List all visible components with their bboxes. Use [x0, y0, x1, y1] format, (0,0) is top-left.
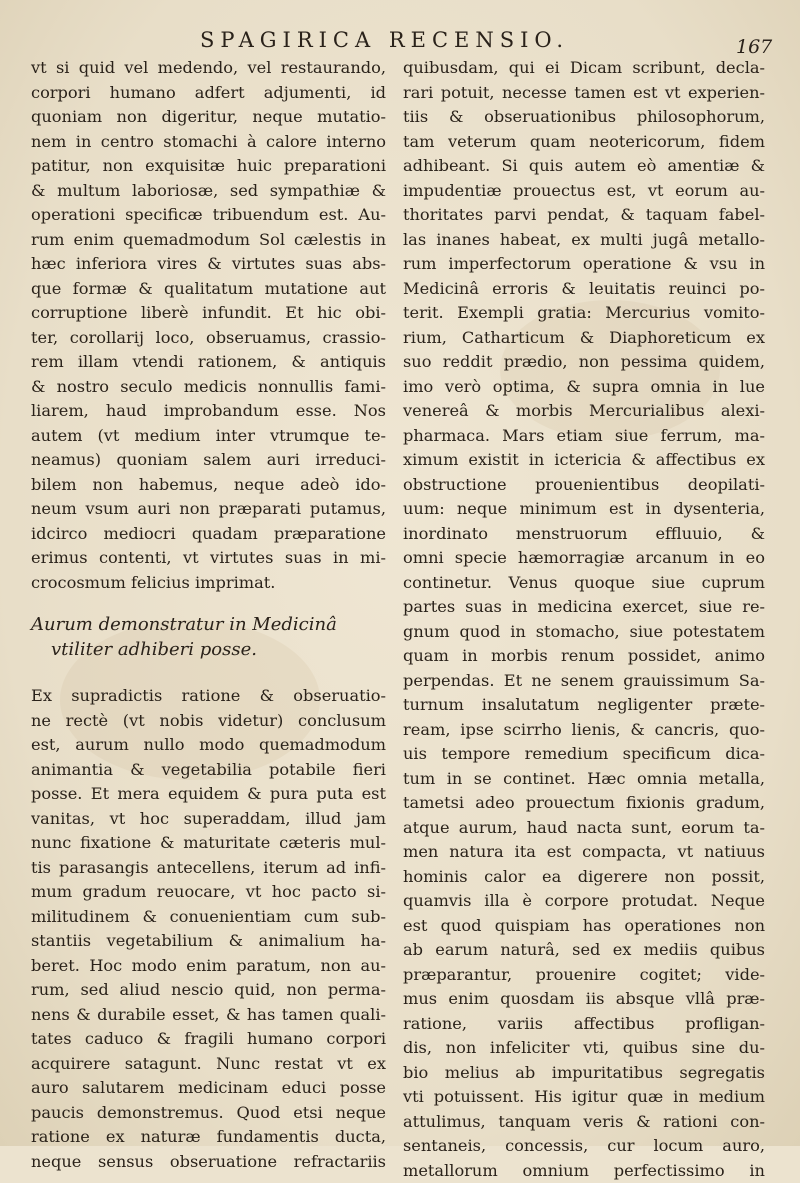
text-line: liarem, haud improbandum esse. Nos — [31, 399, 386, 424]
text-line: uis tempore remedium specificum dica- — [403, 742, 765, 767]
text-line: auro salutarem medicinam educi posse — [31, 1076, 386, 1101]
text-line: ter, corollarij loco, obseruamus, crassio- — [31, 326, 386, 351]
text-line: corruptione liberè infundit. Et hic obi- — [31, 301, 386, 326]
right-column — [403, 56, 765, 1183]
text-line: neum vsum auri non præparati putamus, — [31, 497, 386, 522]
text-line: quam in morbis renum possidet, animo — [403, 644, 765, 669]
text-line: neque sensus obseruatione refractariis — [31, 1150, 386, 1175]
text-line: tiis & obseruationibus philosophorum, — [403, 105, 765, 130]
text-line: operationi specificæ tribuendum est. Au- — [31, 203, 386, 228]
text-line: idcirco mediocri quadam præparatione — [31, 522, 386, 547]
text-line: paucis demonstremus. Quod etsi neque — [31, 1101, 386, 1126]
text-line: rum, sed aliud nescio quid, non perma- — [31, 978, 386, 1003]
text-line: nem in centro stomachi à calore interno — [31, 130, 386, 155]
text-line: ratione, variis affectibus profligan- — [403, 1012, 765, 1037]
text-line: terit. Exempli gratia: Mercurius vomito- — [403, 301, 765, 326]
text-line: præparantur, prouenire cogitet; vide- — [403, 963, 765, 988]
text-line: metallorum omnium perfectissimo in — [403, 1159, 765, 1183]
text-line: bilem non habemus, neque adeò ido- — [31, 473, 386, 498]
text-line: ream, ipse scirrho lienis, & cancris, quo- — [403, 718, 765, 743]
section-heading-line-2: vtiliter adhiberi posse. — [31, 638, 386, 663]
text-line: crocosmum felicius imprimat. — [31, 571, 386, 596]
text-line: & nostro seculo medicis nonnullis fami- — [31, 375, 386, 400]
text-line: hæc inferiora vires & virtutes suas abs- — [31, 252, 386, 277]
text-line: posse. Et mera equidem & pura puta est — [31, 782, 386, 807]
text-line: thoritates parvi pendat, & taquam fabel- — [403, 203, 765, 228]
text-line: ratione ex naturæ fundamentis ducta, — [31, 1125, 386, 1150]
text-line: gnum quod in stomacho, siue potestatem — [403, 620, 765, 645]
text-line: attulimus, tanquam veris & rationi con- — [403, 1110, 765, 1135]
text-line: rem illam vtendi rationem, & antiquis — [31, 350, 386, 375]
text-line: acquirere satagunt. Nunc restat vt ex — [31, 1052, 386, 1077]
text-line: autem (vt medium inter vtrumque te- — [31, 424, 386, 449]
text-line: patitur, non exquisitæ huic preparationi — [31, 154, 386, 179]
text-line: ximum existit in ictericia & affectibus ex — [403, 448, 765, 473]
text-line: animantia & vegetabilia potabile fieri — [31, 758, 386, 783]
text-line: militudinem & conuenientiam cum sub- — [31, 905, 386, 930]
text-line: dis, non infeliciter vti, quibus sine du- — [403, 1036, 765, 1061]
text-line: tis parasangis antecellens, iterum ad infi- — [31, 856, 386, 881]
text-line: mum gradum reuocare, vt hoc pacto si- — [31, 880, 386, 905]
text-line: & multum laboriosæ, sed sympathiæ & — [31, 179, 386, 204]
text-line: vt si quid vel medendo, vel restaurando, — [31, 56, 386, 81]
text-line: venereâ & morbis Mercurialibus alexi- — [403, 399, 765, 424]
text-line: tates caduco & fragili humano corpori — [31, 1027, 386, 1052]
text-line: neamus) quoniam salem auri irreduci- — [31, 448, 386, 473]
text-line: bio melius ab impuritatibus segregatis — [403, 1061, 765, 1086]
text-line: stantiis vegetabilium & animalium ha- — [31, 929, 386, 954]
text-line: tam veterum quam neotericorum, fidem — [403, 130, 765, 155]
text-line: las inanes habeat, ex multi jugâ metallo- — [403, 228, 765, 253]
text-line: rum imperfectorum operatione & vsu in — [403, 252, 765, 277]
text-line: quoniam non digeritur, neque mutatio- — [31, 105, 386, 130]
text-line: partes suas in medicina exercet, siue re- — [403, 595, 765, 620]
text-line: tametsi adeo prouectum fixionis gradum, — [403, 791, 765, 816]
text-line: nunc fixatione & maturitate cæteris mul- — [31, 831, 386, 856]
text-line: Medicinâ erroris & leuitatis reuinci po- — [403, 277, 765, 302]
text-line: corpori humano adfert adjumenti, id — [31, 81, 386, 106]
text-line: vanitas, vt hoc superaddam, illud jam — [31, 807, 386, 832]
text-line: atque aurum, haud nacta sunt, eorum ta- — [403, 816, 765, 841]
text-line: erimus contenti, vt virtutes suas in mi- — [31, 546, 386, 571]
text-line: quamvis illa è corpore protudat. Neque — [403, 889, 765, 914]
text-line: pharmaca. Mars etiam siue ferrum, ma- — [403, 424, 765, 449]
text-line: nens & durabile esset, & has tamen quali- — [31, 1003, 386, 1028]
text-line: continetur. Venus quoque siue cuprum — [403, 571, 765, 596]
text-line: quibusdam, qui ei Dicam scribunt, decla- — [403, 56, 765, 81]
text-line: hominis calor ea digerere non possit, — [403, 865, 765, 890]
text-line: mus enim quosdam iis absque vllâ præ- — [403, 987, 765, 1012]
left-column — [31, 56, 386, 1174]
text-line: rium, Catharticum & Diaphoreticum ex — [403, 326, 765, 351]
text-line: adhibeant. Si quis autem eò amentiæ & — [403, 154, 765, 179]
text-line: beret. Hoc modo enim paratum, non au- — [31, 954, 386, 979]
text-line: rari potuit, necesse tamen est vt experien- — [403, 81, 765, 106]
text-line: est, aurum nullo modo quemadmodum — [31, 733, 386, 758]
text-line: uum: neque minimum est in dysenteria, — [403, 497, 765, 522]
text-line: omni specie hæmorragiæ arcanum in eo — [403, 546, 765, 571]
text-line: perpendas. Et ne senem grauissimum Sa- — [403, 669, 765, 694]
text-line: men natura ita est compacta, vt natiuus — [403, 840, 765, 865]
right-text — [403, 56, 765, 1183]
text-line: que formæ & qualitatum mutatione aut — [31, 277, 386, 302]
text-line: obstructione prouenientibus deopilati- — [403, 473, 765, 498]
text-line: ab earum naturâ, sed ex mediis quibus — [403, 938, 765, 963]
text-line: impudentiæ prouectus est, vt eorum au- — [403, 179, 765, 204]
text-line: Ex supradictis ratione & obseruatio- — [31, 684, 386, 709]
text-line: tum in se continet. Hæc omnia metalla, — [403, 767, 765, 792]
text-line: suo reddit prædio, non pessima quidem, — [403, 350, 765, 375]
running-head: SPAGIRICA RECENSIO. — [200, 28, 569, 52]
text-line: imo verò optima, & supra omnia in lue — [403, 375, 765, 400]
text-line: ne rectè (vt nobis videtur) conclusum — [31, 709, 386, 734]
page-number: 167 — [736, 36, 772, 58]
left-text-after-heading — [31, 684, 386, 1174]
text-line: sentaneis, concessis, cur locum auro, — [403, 1134, 765, 1159]
text-line: vti potuissent. His igitur quæ in medium — [403, 1085, 765, 1110]
text-line: turnum insalutatum negligenter præte- — [403, 693, 765, 718]
left-text-before-heading — [31, 56, 386, 595]
text-line: est quod quispiam has operationes non — [403, 914, 765, 939]
text-line: rum enim quemadmodum Sol cælestis in — [31, 228, 386, 253]
section-heading-line-1: Aurum demonstratur in Medicinâ — [31, 613, 386, 638]
text-line: inordinato menstruorum effluuio, & — [403, 522, 765, 547]
